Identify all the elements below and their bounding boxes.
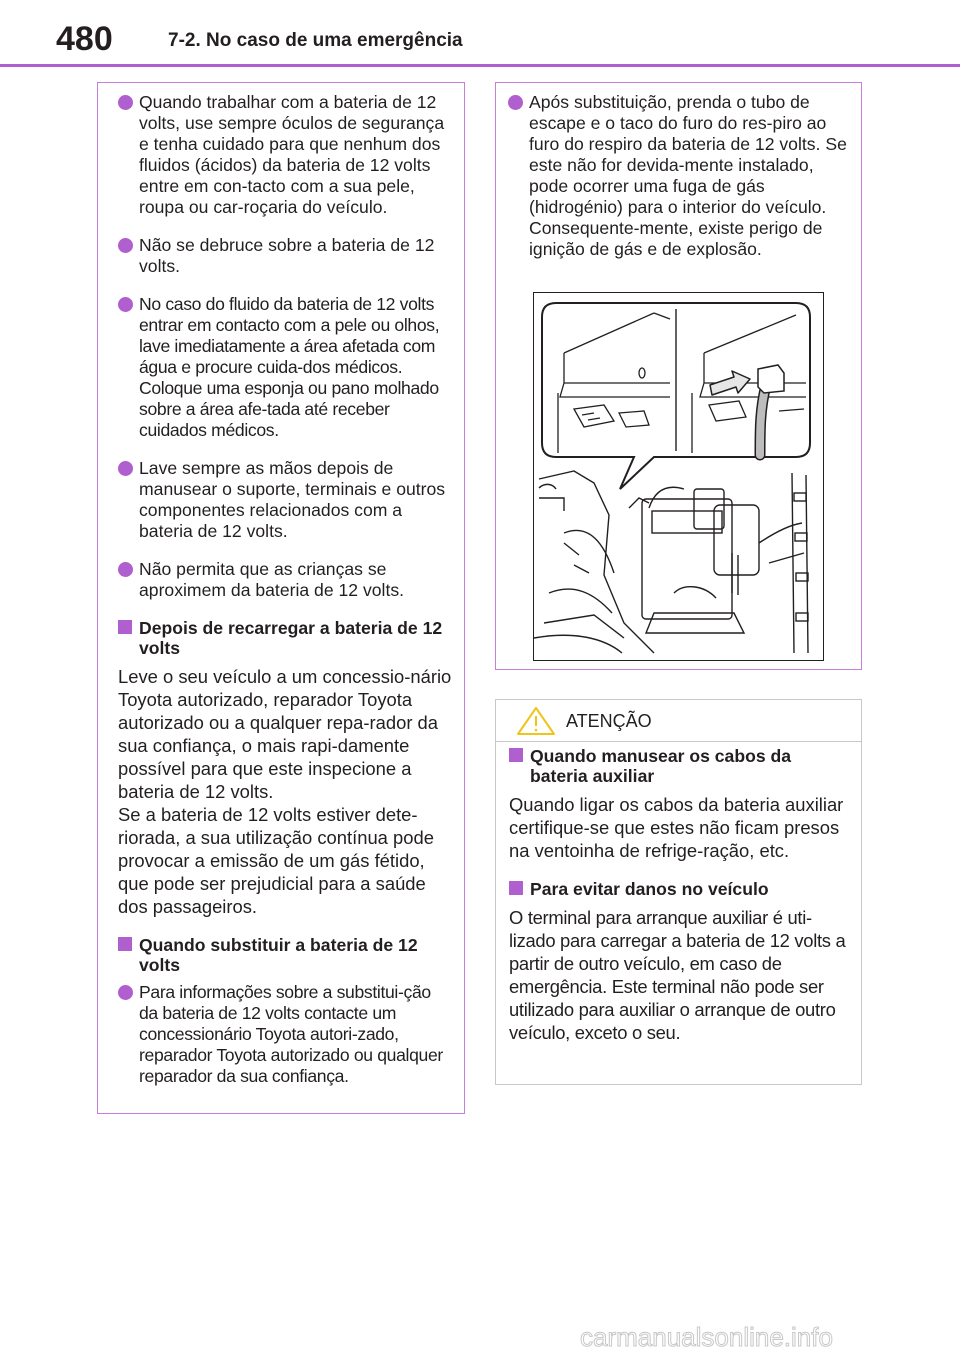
square-bullet-icon (509, 748, 523, 762)
list-item (118, 458, 452, 542)
warning-body (509, 746, 849, 1061)
illustration-drawing (534, 293, 823, 660)
warning-title: ATENÇÃO (566, 711, 652, 731)
svg-text:carmanualsonline.info: carmanualsonline.info (580, 1322, 833, 1352)
bullet-text: Não se debruce sobre a bateria de 12 volts. (139, 235, 435, 276)
subheading-text: Para evitar danos no veículo (530, 879, 769, 899)
list-item (118, 559, 452, 601)
list-item (508, 92, 849, 260)
bullet-text: Não permita que as crianças se aproximem da bateria de 12 volts. (139, 559, 405, 600)
right-content-box (495, 82, 862, 670)
bullet-text: Lave sempre as mãos depois de manusear o suporte, terminais e outros componentes relacionados com a bateria de 12 volts. (139, 458, 446, 541)
bullet-dot-icon (118, 985, 133, 1000)
list-item (118, 235, 452, 277)
left-content-box (97, 82, 465, 1114)
list-item (118, 92, 452, 218)
subheading-text: Quando substituir a bateria de 12 volts (139, 935, 418, 975)
section-title: 7-2. No caso de uma emergência (168, 30, 463, 51)
square-bullet-icon (118, 620, 132, 634)
warning-box (495, 699, 862, 1085)
battery-vent-illustration (533, 292, 824, 661)
bullet-text: Para informações sobre a substitui-ção da bateria de 12 volts contacte um concessionário Toyota autori-zado, reparador Toyota autorizado ou qualquer reparador da sua confiança. (139, 982, 443, 1086)
warning-paragraph-1: Quando ligar os cabos da bateria auxiliar certifique-se que estes não ficam presos na ventoinha de refrige-ração, etc. (509, 794, 844, 861)
warning-paragraph-2: O terminal para arranque auxiliar é uti-lizado para carregar a bateria de 12 volts a partir de outro veículo, em caso de emergência. Este terminal não pode ser utilizado para auxiliar o arranque de outro veículo, exceto o seu. (509, 907, 846, 1043)
warning-header (496, 700, 861, 742)
page-number: 480 (56, 20, 113, 58)
replace-heading (118, 935, 452, 975)
list-item (118, 294, 452, 441)
bullet-dot-icon (118, 95, 133, 110)
bullet-dot-icon (118, 297, 133, 312)
bullet-text: Quando trabalhar com a bateria de 12 volts, use sempre óculos de segurança e tenha cuidado para que nenhum dos fluidos (ácidos) da bateria de 12 volts entre em con-tacto com a sua pele, roupa ou car-roçaria do veículo. (139, 92, 445, 217)
warning-heading-1 (509, 746, 849, 786)
bullet-dot-icon (118, 238, 133, 253)
warning-triangle-icon (516, 706, 556, 736)
warning-heading-2 (509, 879, 849, 899)
list-item (118, 982, 452, 1087)
bullet-dot-icon (118, 461, 133, 476)
subheading-text: Quando manusear os cabos da bateria auxiliar (530, 746, 792, 786)
watermark-logo (580, 1320, 940, 1356)
square-bullet-icon (509, 881, 523, 895)
bullet-dot-icon (508, 95, 523, 110)
subheading-text: Depois de recarregar a bateria de 12 volts (139, 618, 443, 658)
recharge-paragraph-2: Se a bateria de 12 volts estiver dete-riorada, a sua utilização contínua pode provocar a emissão de um gás fétido, que pode ser prejudicial para a saúde dos passageiros. (118, 804, 434, 917)
header-rule (0, 64, 960, 67)
bullet-text: Após substituição, prenda o tubo de escape e o taco do furo do res-piro ao furo do respiro da bateria de 12 volts. Se este não for devida-mente instalado, pode ocorrer uma fuga de gás (hidrogénio) para o interior do veículo. Consequente-mente, existe perigo de ignição de gás e de explosão. (529, 92, 847, 259)
bullet-text: No caso do fluido da bateria de 12 volts entrar em contacto com a pele ou olhos, lave imediatamente a área afetada com água e procure cuida-dos médicos. Coloque uma esponja ou pano molhado sobre a área afe-tada até receber cuidados médicos. (139, 294, 440, 440)
bullet-dot-icon (118, 562, 133, 577)
recharge-paragraph: Leve o seu veículo a um concessio-nário Toyota autorizado, reparador Toyota autorizado ou a qualquer repa-rador da sua confiança, o mais rapi-damente possível para que este inspecione a bateria de 12 volts. (118, 666, 452, 802)
recharge-heading (118, 618, 452, 658)
square-bullet-icon (118, 937, 132, 951)
